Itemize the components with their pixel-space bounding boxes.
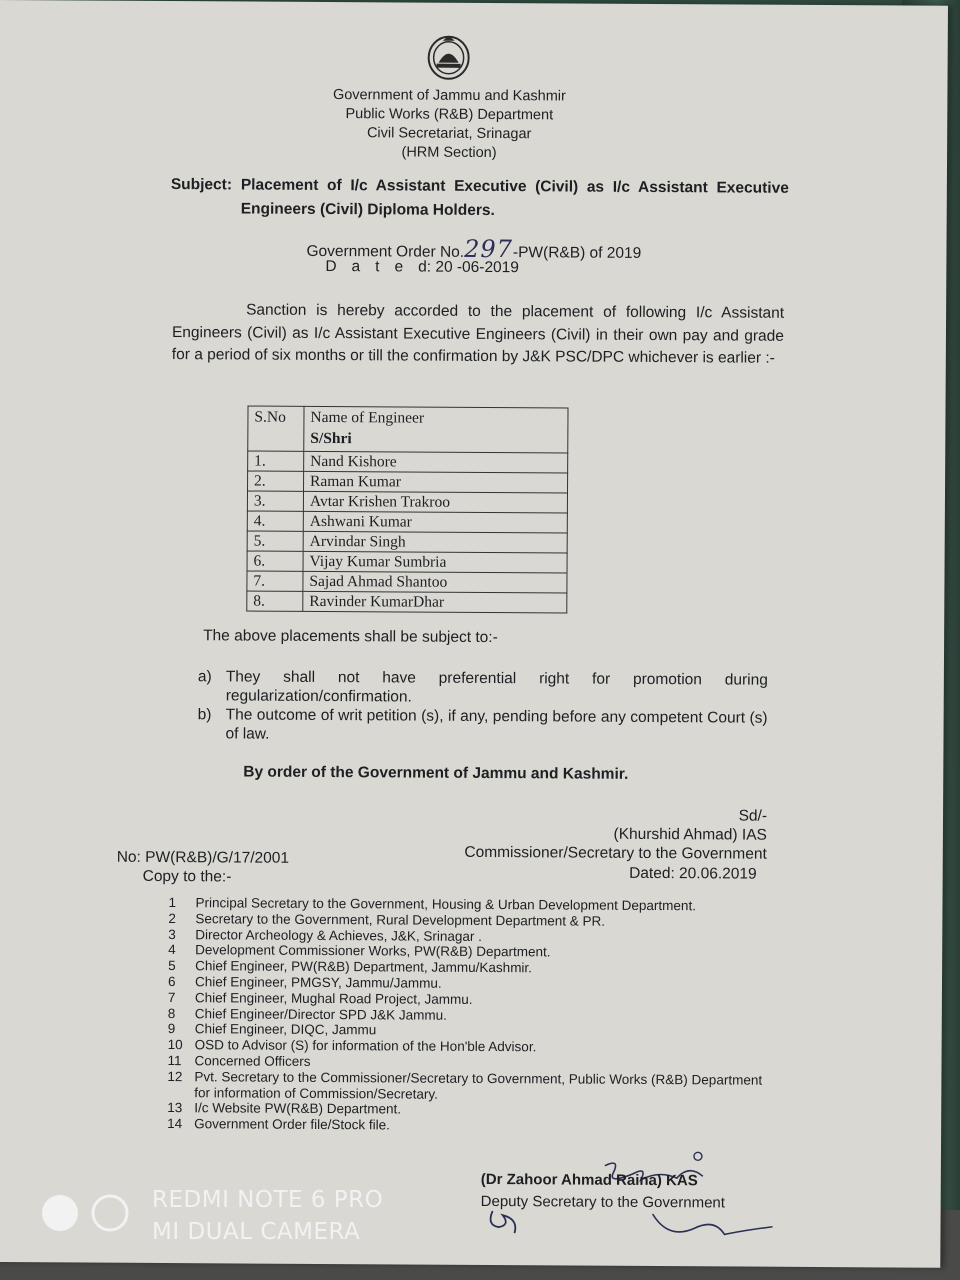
conditions-intro: The above placements shall be subject to:-	[203, 627, 498, 647]
list-item-text: Secretary to the Government, Rural Development Department & PR.	[195, 911, 606, 929]
cell-name: Avtar Krishen Trakroo	[303, 491, 567, 513]
table-row	[247, 591, 567, 613]
list-item-text: Pvt. Secretary to the Commissioner/Secretary to Government, Public Works (R&B) Department for information of Commission/Secretary.	[194, 1068, 763, 1102]
cell-sno: 6.	[247, 551, 303, 571]
condition-key: a)	[197, 668, 212, 686]
list-item-number: 2	[168, 910, 176, 926]
list-item-text: I/c Website PW(R&B) Department.	[194, 1100, 402, 1117]
list-item-text: Principal Secretary to the Government, Housing & Urban Development Department.	[195, 895, 697, 914]
copy-to-label: Copy to the:-	[142, 867, 232, 886]
signatory-sd: Sd/-	[738, 807, 768, 825]
copy-list	[167, 895, 768, 1136]
cell-name: Sajad Ahmad Shantoo	[303, 571, 567, 593]
sanction-paragraph	[172, 299, 784, 370]
cell-sno: 7.	[247, 571, 303, 591]
reference-number: No: PW(R&B)/G/17/2001	[116, 848, 290, 867]
list-item-text: Concerned Officers	[194, 1053, 311, 1069]
order-date-line	[325, 258, 519, 277]
list-item-number: 13	[167, 1100, 183, 1116]
condition-text: The outcome of writ petition (s), if any, pending before any competent Court (s) of law.	[225, 706, 768, 743]
dept-header-line-4: (HRM Section)	[401, 144, 497, 162]
list-item-number: 4	[168, 942, 176, 958]
table-header-row	[248, 406, 568, 453]
list-item-number: 7	[167, 989, 176, 1005]
by-order-line: By order of the Government of Jammu and Kashmir.	[243, 763, 629, 783]
list-item	[167, 1116, 767, 1135]
dept-header-line-2: Public Works (R&B) Department	[345, 106, 554, 124]
condition-item	[197, 667, 768, 706]
cell-name: Arvindar Singh	[303, 531, 567, 553]
table-row	[248, 471, 568, 493]
list-item-text: Chief Engineer, DIQC, Jammu	[194, 1021, 377, 1038]
list-item-number: 11	[167, 1053, 182, 1069]
list-item-number: 5	[168, 958, 176, 974]
order-number-handwritten: 297	[464, 234, 514, 264]
list-item-text: Director Archeology & Achieves, J&K, Srinagar .	[195, 926, 482, 944]
cell-name: Nand Kishore	[304, 451, 568, 473]
list-item-text: Chief Engineer/Director SPD J&K Jammu.	[194, 1005, 447, 1023]
list-item-text: Chief Engineer, PMGSY, Jammu/Jammu.	[194, 974, 442, 991]
cell-name: Raman Kumar	[304, 471, 568, 493]
col-sno-header: S.No	[248, 406, 304, 451]
list-item-text: Chief Engineer, Mughal Road Project, Jammu.	[194, 989, 473, 1007]
table-row	[247, 531, 567, 553]
order-prefix: Government Order No.	[306, 242, 465, 261]
cell-sno: 4.	[247, 511, 303, 531]
list-item-text: OSD to Advisor (S) for information of the Hon'ble Advisor.	[194, 1037, 537, 1055]
list-item-number: 6	[167, 974, 176, 990]
col-name-header-text: Name of Engineer	[310, 408, 425, 427]
table-row	[247, 511, 567, 533]
condition-text: They shall not have preferential right for promotion during regularization/confirmation.	[225, 668, 768, 706]
list-item-number: 8	[167, 1005, 176, 1021]
col-name-subheader: S/Shri	[310, 429, 352, 448]
col-name-header	[304, 406, 568, 453]
cell-sno: 5.	[247, 531, 303, 551]
second-signatory-designation: Deputy Secretary to the Government	[480, 1192, 726, 1212]
signatory-name: (Khurshid Ahmad) IAS	[613, 825, 767, 844]
camera-watermark-text	[152, 1184, 383, 1248]
list-item-text: Development Commissioner Works, PW(R&B) Department.	[195, 942, 551, 960]
cell-name: Ravinder KumarDhar	[303, 591, 567, 613]
dept-header-line-1: Government of Jammu and Kashmir	[332, 87, 566, 105]
list-item-number: 14	[167, 1116, 183, 1132]
cell-sno: 2.	[248, 471, 304, 491]
signatory-dated: Dated: 20.06.2019	[629, 864, 757, 883]
list-item-text: Chief Engineer, PW(R&B) Department, Jammu/Kashmir.	[195, 958, 533, 976]
engineers-table	[246, 406, 568, 614]
list-item	[167, 1069, 767, 1104]
camera-watermark-line-2: MI DUAL CAMERA	[152, 1219, 361, 1245]
table-row	[247, 491, 567, 513]
list-item-number: 9	[167, 1021, 176, 1037]
condition-key: b)	[197, 706, 212, 724]
second-signatory-name: (Dr Zahoor Ahmad Raina) KAS	[480, 1170, 698, 1190]
subject-label: Subject:	[170, 176, 233, 194]
list-item-text: Government Order file/Stock file.	[194, 1116, 391, 1133]
list-item-number: 10	[167, 1037, 183, 1053]
cell-sno: 8.	[247, 591, 303, 611]
dated-value: d: 20 -06-2019	[418, 258, 520, 277]
list-item-number: 1	[168, 895, 177, 911]
cell-name: Vijay Kumar Sumbria	[303, 551, 567, 573]
signatory-designation: Commissioner/Secretary to the Government	[464, 843, 767, 863]
list-item-number: 12	[167, 1068, 183, 1084]
subject-block	[170, 173, 791, 220]
list-item-number: 3	[168, 926, 176, 942]
camera-watermark-circles-icon	[40, 1183, 140, 1243]
table-row	[248, 451, 568, 473]
cell-name: Ashwani Kumar	[303, 511, 567, 533]
cell-sno: 1.	[248, 451, 304, 471]
dept-header-line-3: Civil Secretariat, Srinagar	[366, 125, 532, 143]
subject-text: Placement of I/c Assistant Executive (Civil) as I/c Assistant Executive Engineers (Civil) Diploma Holders.	[240, 176, 789, 220]
cell-sno: 3.	[247, 491, 303, 511]
state-emblem-icon	[425, 33, 473, 81]
table-row	[247, 551, 567, 573]
camera-watermark-line-1: REDMI NOTE 6 PRO	[152, 1187, 384, 1213]
table-row	[247, 571, 567, 593]
dated-label: Date	[325, 257, 419, 276]
order-suffix: -PW(R&B) of 2019	[512, 244, 642, 262]
sanction-text: Sanction is hereby accorded to the placement of following I/c Assistant Engineers (Civil) as I/c Assistant Executive Engineers (Civil) in their own pay and grade for a period of six months or till the confirmation by J&K PSC/DPC whichever is earlier :-	[171, 301, 785, 367]
